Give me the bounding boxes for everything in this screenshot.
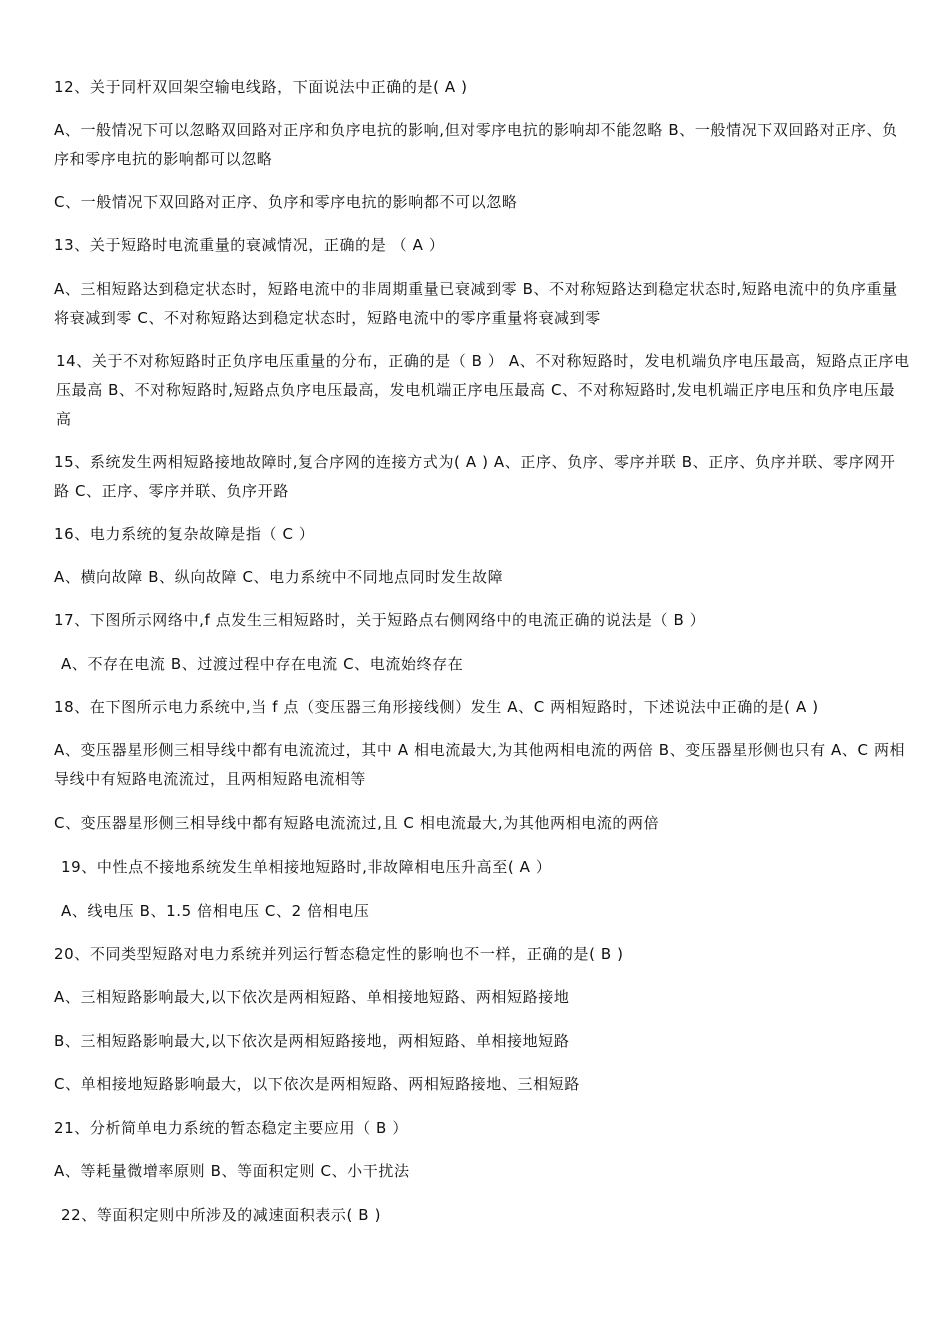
question-19: 19、中性点不接地系统发生单相接地短路时,非故障相电压升高至( A ） [61,858,552,876]
question-17-options: A、不存在电流 B、过渡过程中存在电流 C、电流始终存在 [61,655,464,673]
question-13-options: A、三相短路达到稳定状态时，短路电流中的非周期重量已衰减到零 B、不对称短路达到稳定状态时,短路电流中的负序重量将衰减到零 C、不对称短路达到稳定状态时，短路电流中的零序重量将衰减到零 [54,280,898,327]
question-20-option-a: A、三相短路影响最大,以下依次是两相短路、单相接地短路、两相短路接地 [54,988,570,1006]
question-16-options: A、横向故障 B、纵向故障 C、电力系统中不同地点同时发生故障 [54,568,504,586]
question-21-options: A、等耗量微增率原则 B、等面积定则 C、小干扰法 [54,1162,410,1180]
question-21: 21、分析简单电力系统的暂态稳定主要应用（ B ） [54,1119,408,1137]
question-12: 12、关于同杆双回架空输电线路，下面说法中正确的是( A ) [54,78,468,96]
question-14: 14、关于不对称短路时正负序电压重量的分布，正确的是（ B ） A、不对称短路时，发电机端负序电压最高，短路点正序电压最高 B、不对称短路时,短路点负序电压最高，发电机端正序电压最高 C、不对称短路时,发电机端正序电压和负序电压最高 [56,352,910,428]
question-17: 17、下图所示网络中,f 点发生三相短路时，关于短路点右侧网络中的电流正确的说法是（ B ） [54,611,706,629]
question-12-option-c: C、一般情况下双回路对正序、负序和零序电抗的影响都不可以忽略 [54,193,518,211]
question-12-options-ab: A、一般情况下可以忽略双回路对正序和负序电抗的影响,但对零序电抗的影响却不能忽略 B、一般情况下双回路对正序、负序和零序电抗的影响都可以忽略 [54,121,898,168]
question-18: 18、在下图所示电力系统中,当 f 点（变压器三角形接线侧）发生 A、C 两相短路时，下述说法中正确的是( A ) [54,698,819,716]
question-20-option-b: B、三相短路影响最大,以下依次是两相短路接地，两相短路、单相接地短路 [54,1032,570,1050]
question-15: 15、系统发生两相短路接地故障时,复合序网的连接方式为( A ) A、正序、负序、零序并联 B、正序、负序并联、零序网开路 C、正序、零序并联、负序开路 [54,453,896,500]
question-18-options-ab: A、变压器星形侧三相导线中都有电流流过，其中 A 相电流最大,为其他两相电流的两倍 B、变压器星形侧也只有 A、C 两相导线中有短路电流流过，且两相短路电流相等 [54,741,906,788]
question-16: 16、电力系统的复杂故障是指（ C ） [54,525,315,543]
question-22: 22、等面积定则中所涉及的减速面积表示( B ) [61,1206,382,1224]
question-20: 20、不同类型短路对电力系统并列运行暂态稳定性的影响也不一样，正确的是( B ) [54,945,624,963]
question-20-option-c: C、单相接地短路影响最大，以下依次是两相短路、两相短路接地、三相短路 [54,1075,580,1093]
question-13: 13、关于短路时电流重量的衰减情况，正确的是 （ A ） [54,236,445,254]
question-18-option-c: C、变压器星形侧三相导线中都有短路电流流过,且 C 相电流最大,为其他两相电流的两倍 [54,814,660,832]
question-19-options: A、线电压 B、1.5 倍相电压 C、2 倍相电压 [61,902,370,920]
